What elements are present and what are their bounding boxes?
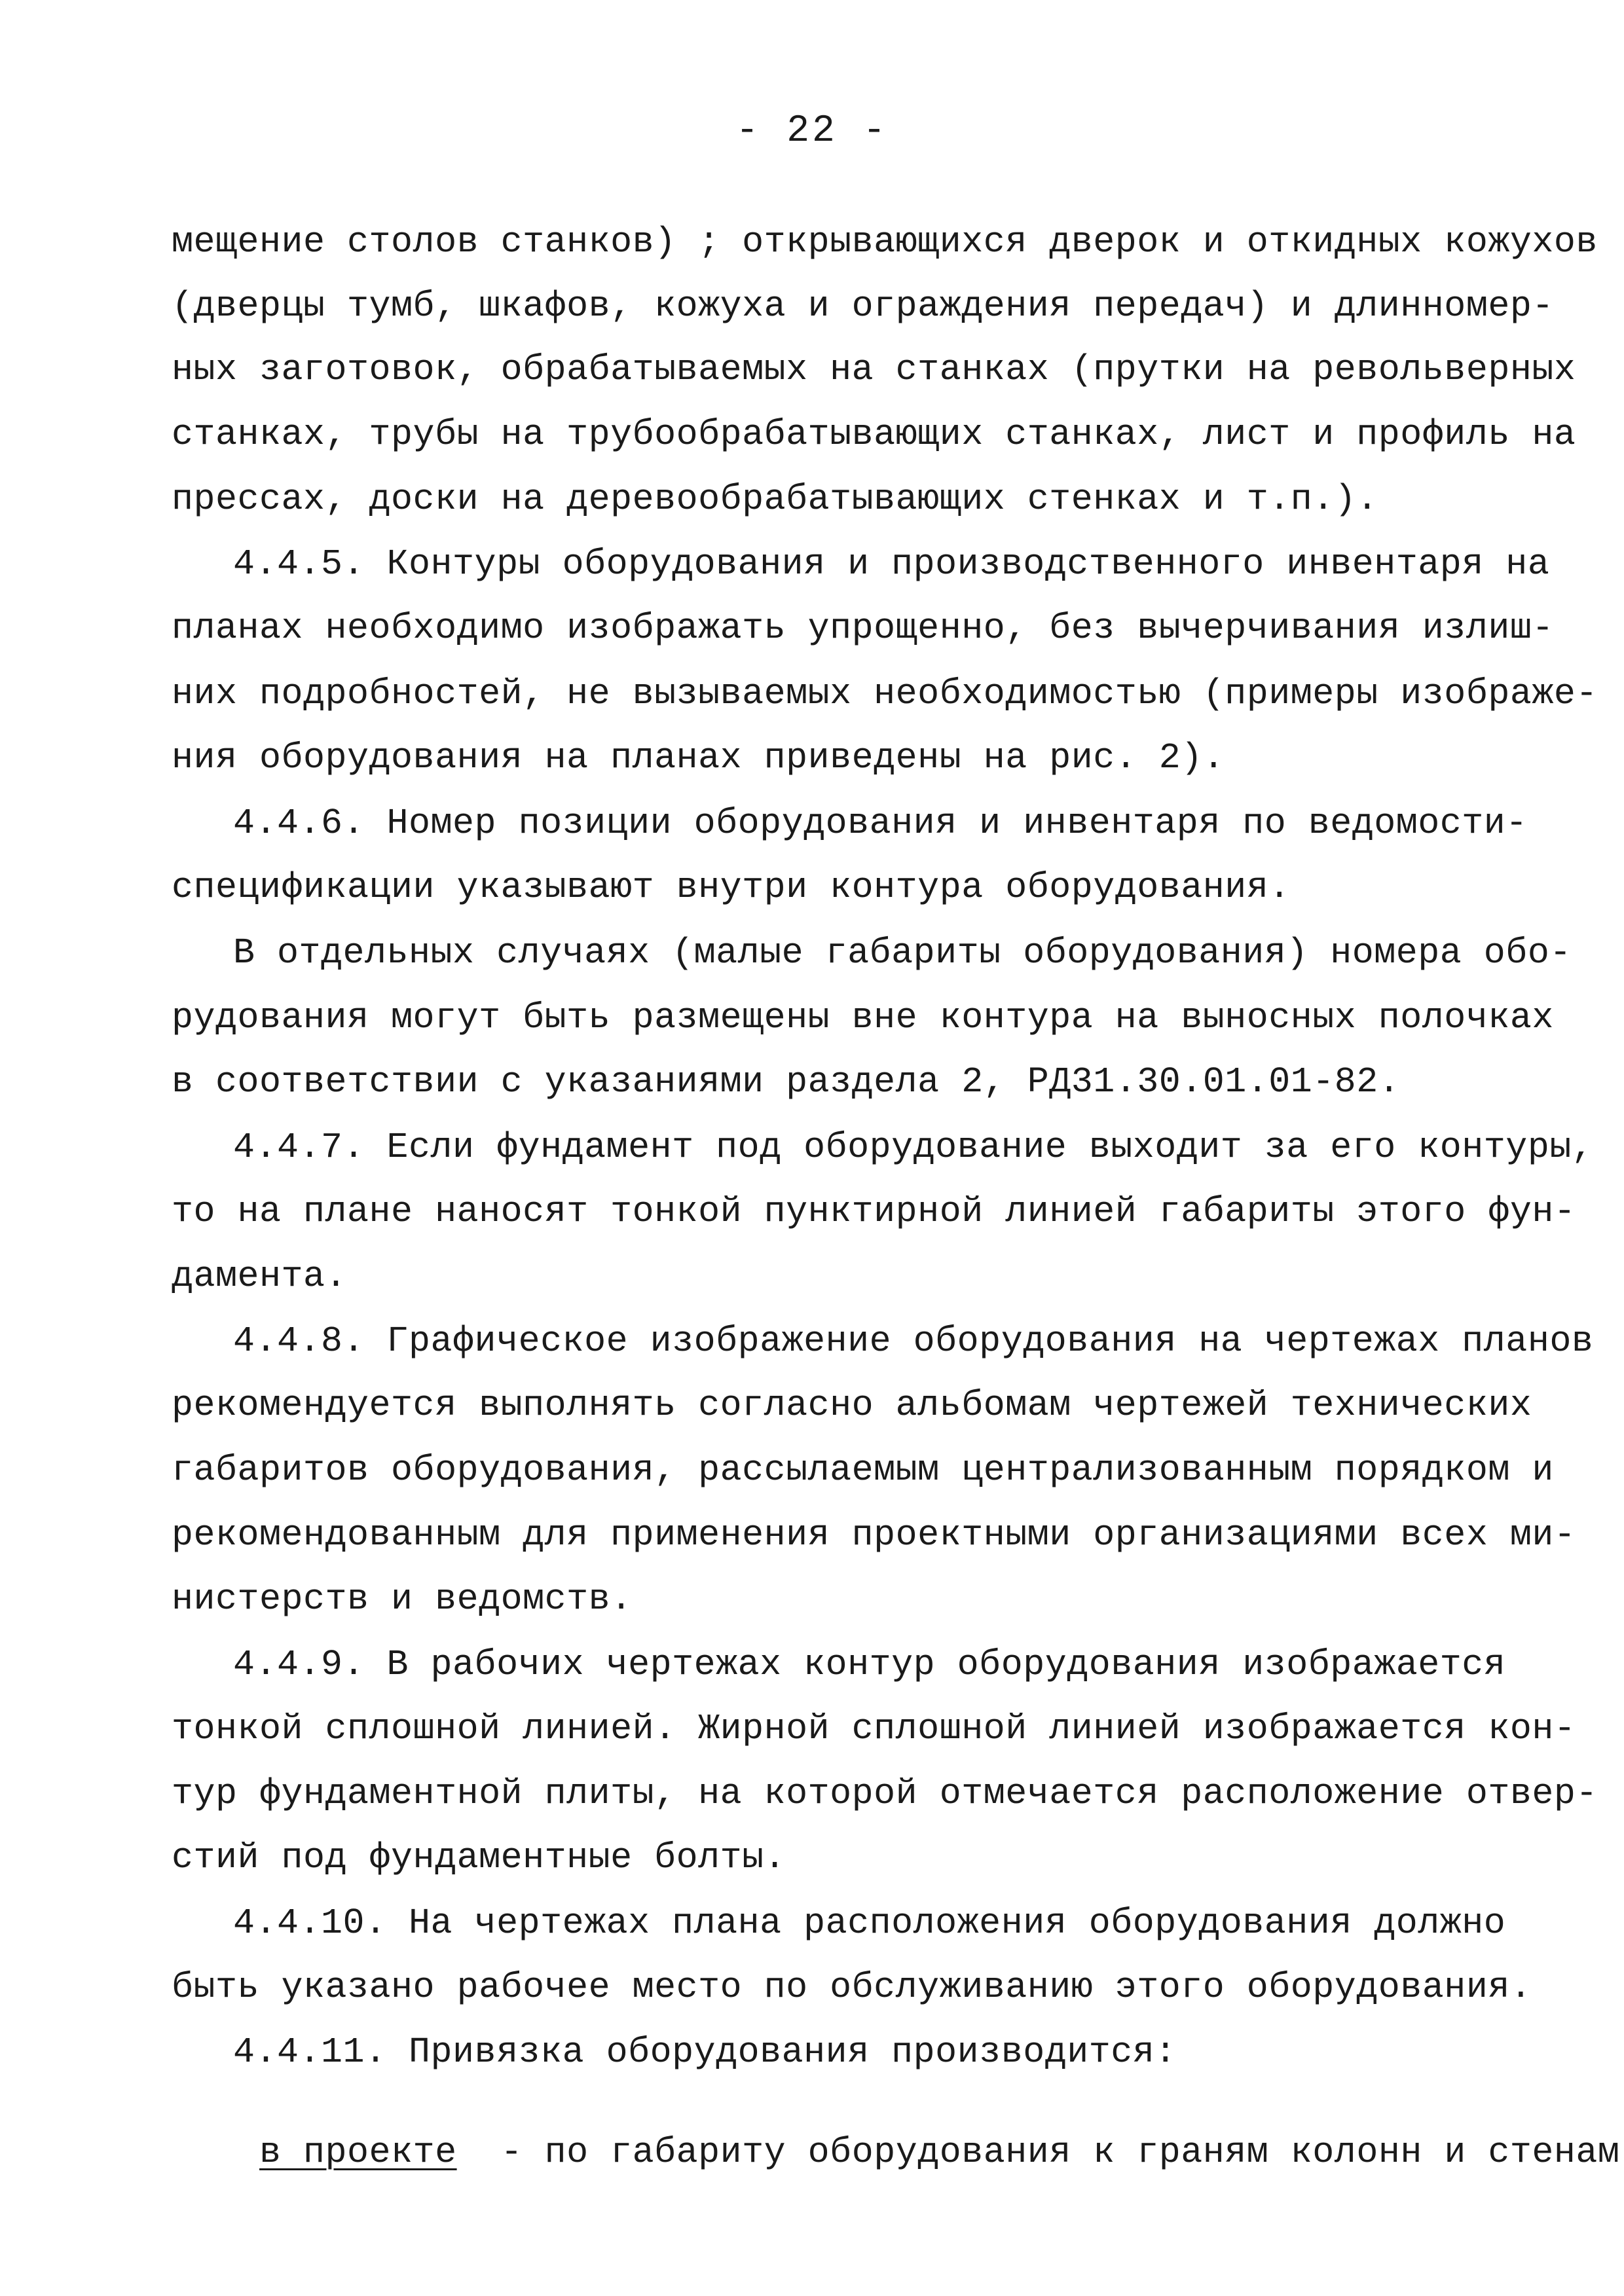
text-line: в соответствии с указаниями раздела 2, РД31.30.01.01-82. xyxy=(172,1061,1401,1102)
text-line: станках, трубы на трубообрабатывающих станках, лист и профиль на xyxy=(172,414,1576,455)
text-line: планах необходимо изображать упрощенно, без вычерчивания излиш- xyxy=(172,608,1554,649)
text-line: рекомендованным для применения проектными организациями всех ми- xyxy=(172,1514,1576,1556)
underlined-term: в проекте xyxy=(259,2132,457,2173)
text-line-rest: - по габариту оборудования к граням колонн и стенам xyxy=(456,2132,1620,2173)
text-line: габаритов оборудования, рассылаемым централизованным порядком и xyxy=(172,1449,1554,1491)
text-line: ния оборудования на планах приведены на рис. 2). xyxy=(172,737,1225,778)
text-line: тонкой сплошной линией. Жирной сплошной линией изображается кон- xyxy=(172,1708,1576,1749)
paragraph-4-4-9-start: 4.4.9. В рабочих чертежах контур оборудования изображается xyxy=(233,1644,1506,1685)
text-line: них подробностей, не вызываемых необходимостью (примеры изображе- xyxy=(172,673,1598,714)
paragraph-4-4-10-start: 4.4.10. На чертежах плана расположения оборудования должно xyxy=(233,1903,1506,1944)
text-line-last xyxy=(172,2098,1619,2206)
text-line: рекомендуется выполнять согласно альбомам чертежей технических xyxy=(172,1385,1532,1426)
text-line: нистерств и ведомств. xyxy=(172,1578,633,1620)
text-line: то на плане наносят тонкой пунктирной линией габариты этого фун- xyxy=(172,1191,1576,1232)
text-line: рудования могут быть размещены вне контура на выносных полочках xyxy=(172,997,1554,1038)
text-line: стий под фундаментные болты. xyxy=(172,1837,786,1878)
text-line: (дверцы тумб, шкафов, кожуха и ограждения передач) и длинномер- xyxy=(172,285,1554,327)
text-line: дамента. xyxy=(172,1256,348,1297)
paragraph-start: В отдельных случаях (малые габариты оборудования) номера обо- xyxy=(233,932,1572,974)
paragraph-4-4-7-start: 4.4.7. Если фундамент под оборудование выходит за его контуры, xyxy=(233,1127,1594,1168)
text-line: прессах, доски на деревообрабатывающих стенках и т.п.). xyxy=(172,479,1378,520)
text-line: спецификации указывают внутри контура оборудования. xyxy=(172,867,1291,908)
paragraph-4-4-6-start: 4.4.6. Номер позиции оборудования и инвентаря по ведомости- xyxy=(233,803,1528,844)
text-line: ных заготовок, обрабатываемых на станках (прутки на револьверных xyxy=(172,349,1576,390)
text-line: тур фундаментной плиты, на которой отмечается расположение отвер- xyxy=(172,1773,1598,1814)
paragraph-4-4-5-start: 4.4.5. Контуры оборудования и производственного инвентаря на xyxy=(233,543,1550,585)
page-number: - 22 - xyxy=(735,110,889,153)
text-line: мещение столов станков) ; открывающихся дверок и откидных кожухов xyxy=(172,221,1598,263)
paragraph-4-4-8-start: 4.4.8. Графическое изображение оборудования на чертежах планов xyxy=(233,1321,1594,1362)
text-line: быть указано рабочее место по обслуживанию этого оборудования. xyxy=(172,1967,1532,2008)
paragraph-4-4-11-start: 4.4.11. Привязка оборудования производится: xyxy=(233,2032,1177,2073)
